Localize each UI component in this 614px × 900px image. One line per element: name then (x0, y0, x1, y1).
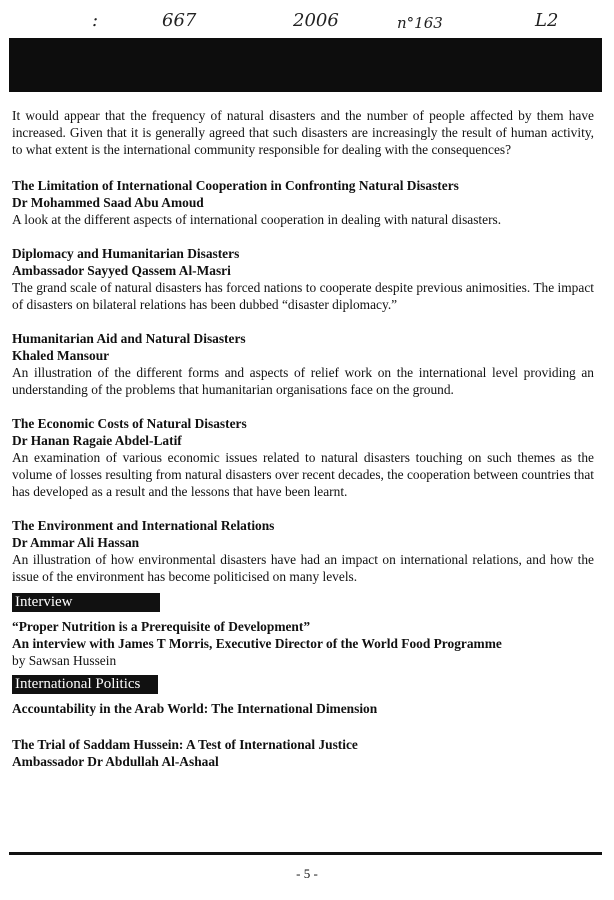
article-description: An examination of various economic issues related to natural disasters touching on such themes as the volume of losses resulting from natural disasters over recent decades, the cooperation between countries that has developed as a result and the lessons that have been learnt. (12, 450, 594, 499)
handwritten-number: 667 (162, 10, 197, 31)
interview-block (12, 618, 594, 669)
article-title: Humanitarian Aid and Natural Disasters (12, 331, 246, 346)
article-1 (12, 177, 594, 228)
header-black-bar (9, 38, 602, 92)
handwritten-mark: : (92, 10, 99, 31)
article-title: The Environment and International Relations (12, 518, 275, 533)
article-title: The Limitation of International Cooperation in Confronting Natural Disasters (12, 178, 459, 193)
article-4 (12, 415, 594, 500)
interview-quote: “Proper Nutrition is a Prerequisite of Development” (12, 619, 311, 634)
article-author: Dr Ammar Ali Hassan (12, 535, 140, 550)
politics-item-2 (12, 736, 594, 770)
article-5 (12, 517, 594, 585)
article-title: Accountability in the Arab World: The International Dimension (12, 701, 378, 716)
article-description: An illustration of how environmental disasters have had an impact on international relations, and how the issue of the environment has become politicised on many levels. (12, 552, 594, 584)
intro-paragraph: It would appear that the frequency of natural disasters and the number of people affected by them have increased. Given that it is generally agreed that such disasters are increasingly the result of human activity, to what extent is the international community responsible for dealing with the consequences? (12, 108, 594, 157)
handwritten-issue: n°163 (397, 14, 443, 32)
article-author: Dr Hanan Ragaie Abdel-Latif (12, 433, 182, 448)
section-heading-international-politics: International Politics (12, 675, 158, 694)
page-content (12, 107, 594, 787)
handwritten-code: L2 (535, 10, 559, 31)
article-description: An illustration of the different forms and aspects of relief work on the international level providing an understanding of the problems that humanitarian organisations face on the ground. (12, 365, 594, 397)
article-author: Ambassador Sayyed Qassem Al-Masri (12, 263, 231, 278)
article-title: The Trial of Saddam Hussein: A Test of International Justice (12, 737, 358, 752)
article-author: Khaled Mansour (12, 348, 110, 363)
page-number: - 5 - (296, 866, 318, 881)
politics-item-1 (12, 700, 594, 717)
article-3 (12, 330, 594, 398)
interview-subtitle: An interview with James T Morris, Executive Director of the World Food Programme (12, 636, 502, 651)
article-2 (12, 245, 594, 313)
article-description: The grand scale of natural disasters has forced nations to cooperate despite previous animosities. The impact of disasters on bilateral relations has been dubbed “disaster diplomacy.” (12, 280, 594, 312)
section-heading-interview: Interview (12, 593, 160, 612)
article-author: Ambassador Dr Abdullah Al-Ashaal (12, 754, 219, 769)
article-title: The Economic Costs of Natural Disasters (12, 416, 247, 431)
article-title: Diplomacy and Humanitarian Disasters (12, 246, 240, 261)
footer-rule (9, 852, 602, 855)
handwritten-year: 2006 (293, 10, 339, 31)
article-description: A look at the different aspects of international cooperation in dealing with natural disasters. (12, 212, 502, 227)
interview-byline: by Sawsan Hussein (12, 653, 117, 668)
article-author: Dr Mohammed Saad Abu Amoud (12, 195, 204, 210)
